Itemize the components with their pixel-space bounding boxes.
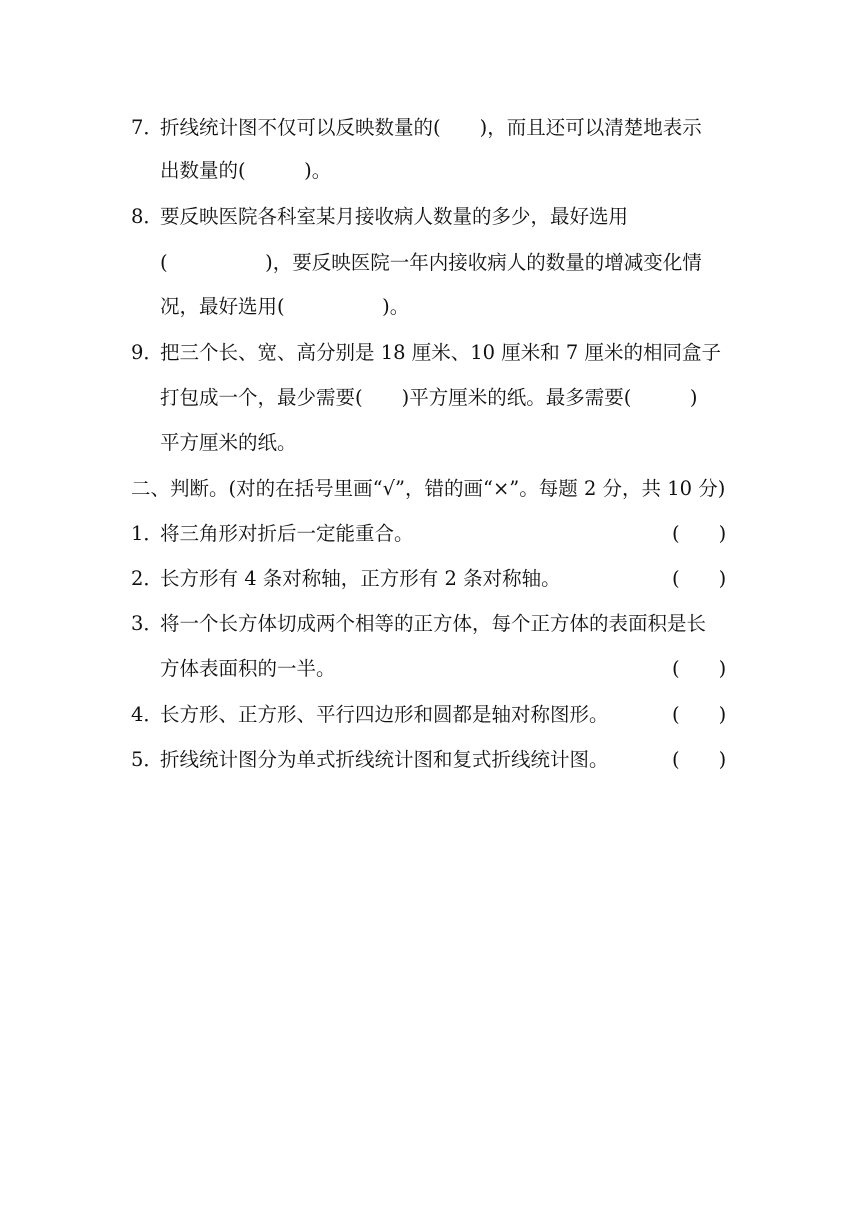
question-8-line-1: 要反映医院各科室某月接收病人数量的多少，最好选用 [160,205,629,228]
question-7-line-1: 折线统计图不仅可以反映数量的( )，而且还可以清楚地表示 [160,116,702,139]
question-8-number: 8． [131,205,163,228]
question-8-line-3: 况，最好选用( )。 [160,295,410,318]
judgment-1-number: 1． [131,522,163,545]
judgment-3-answer-paren[interactable]: ( ) [672,657,727,680]
question-9-line-2: 打包成一个，最少需要( )平方厘米的纸。最多需要( ) [160,386,698,409]
judgment-1-answer-paren[interactable]: ( ) [672,522,727,545]
question-9-line-1: 把三个长、宽、高分别是 18 厘米、10 厘米和 7 厘米的相同盒子 [160,341,722,364]
judgment-3-text-line-1: 将一个长方体切成两个相等的正方体，每个正方体的表面积是长 [160,612,707,635]
judgment-1-text: 将三角形对折后一定能重合。 [160,522,414,545]
judgment-5-number: 5． [131,748,163,771]
section-2-heading: 二、判断。(对的在括号里画“√”，错的画“×”。每题 2 分，共 10 分) [131,477,726,500]
judgment-3-text-line-2: 方体表面积的一半。 [160,657,336,680]
question-8-line-2: ( )，要反映医院一年内接收病人的数量的增减变化情 [160,251,702,274]
judgment-2-number: 2． [131,567,163,590]
question-9-line-3: 平方厘米的纸。 [160,431,297,454]
judgment-2-answer-paren[interactable]: ( ) [672,567,727,590]
question-7-number: 7． [131,116,163,139]
judgment-4-text: 长方形、正方形、平行四边形和圆都是轴对称图形。 [160,703,609,726]
judgment-4-answer-paren[interactable]: ( ) [672,703,727,726]
judgment-5-answer-paren[interactable]: ( ) [672,748,727,771]
question-7-line-2: 出数量的( )。 [160,159,332,182]
judgment-5-text: 折线统计图分为单式折线统计图和复式折线统计图。 [160,748,609,771]
judgment-3-number: 3． [131,612,163,635]
judgment-4-number: 4． [131,703,163,726]
judgment-2-text: 长方形有 4 条对称轴，正方形有 2 条对称轴。 [160,567,561,590]
question-9-number: 9． [131,341,163,364]
